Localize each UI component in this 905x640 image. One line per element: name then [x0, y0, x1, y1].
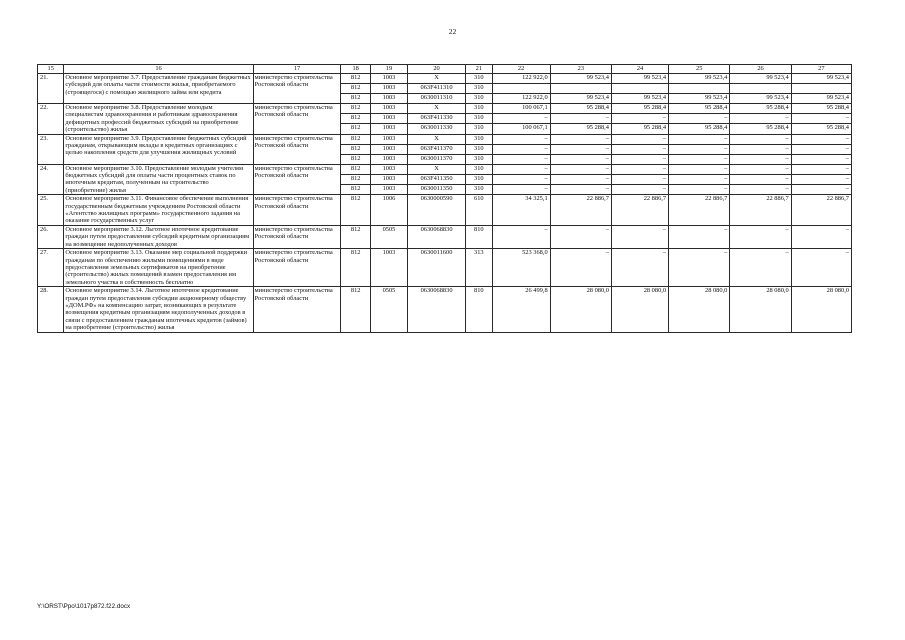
activity-name: Основное мероприятие 3.14. Льготное ипотечное кредитование граждан путем предоставления субсидии акционерному обществу «ДОМ.РФ» на компенсацию затрат, возникающих в результате возмещения кредитным организациям недополученных доходов в связи с предоставлением гражданам ипотечных кредитов (займов) на приобретение (строительство) жилья — [64, 287, 253, 332]
amount-total: 122 922,0 — [492, 74, 550, 84]
expense-type: 310 — [466, 94, 492, 104]
amount-y5: 95 288,4 — [791, 104, 851, 114]
budget-code: 812 — [341, 104, 371, 114]
amount-total — [492, 84, 550, 94]
budget-code: 812 — [341, 225, 371, 248]
amount-y2: – — [611, 114, 668, 124]
amount-total: – — [492, 144, 550, 154]
amount-y1: – — [550, 154, 611, 164]
responsible-executor: министерство строительства Ростовской области — [253, 195, 341, 226]
amount-y1: 22 886,7 — [550, 195, 611, 226]
amount-total: – — [492, 154, 550, 164]
section-code: 1003 — [370, 144, 407, 154]
amount-y2: 22 886,7 — [611, 195, 668, 226]
table-row — [38, 225, 852, 248]
activity-name: Основное мероприятие 3.9. Предоставление бюджетных субсидий гражданам, открывающим вклады в кредитных организациях с целью накопления средств для улучшения жилищных условий — [64, 134, 253, 164]
section-code: 1003 — [370, 134, 407, 144]
amount-y5: – — [791, 154, 851, 164]
amount-y1: 95 288,4 — [550, 124, 611, 134]
amount-y2: – — [611, 164, 668, 174]
amount-y3: – — [669, 164, 730, 174]
column-header: 15 — [38, 65, 64, 74]
amount-y3: 22 886,7 — [669, 195, 730, 226]
amount-y5: – — [791, 134, 851, 144]
section-code: 1003 — [370, 174, 407, 184]
amount-y2: – — [611, 174, 668, 184]
amount-y1: 99 523,4 — [550, 74, 611, 84]
amount-y3: – — [669, 114, 730, 124]
expense-type: 310 — [466, 185, 492, 195]
section-code: 1006 — [370, 195, 407, 226]
amount-y3: 95 288,4 — [669, 124, 730, 134]
expense-type: 313 — [466, 249, 492, 287]
amount-y5: – — [791, 185, 851, 195]
section-code: 0505 — [370, 287, 407, 332]
row-number: 22. — [38, 104, 64, 135]
responsible-executor: министерство строительства Ростовской области — [253, 164, 341, 195]
activity-name: Основное мероприятие 3.10. Предоставление молодым учителям бюджетных субсидий для оплаты части процентных ставок по ипотечным кредитам, полученным на строительство (приобретение) жилья — [64, 164, 253, 195]
table-row — [38, 195, 852, 226]
amount-y4: 95 288,4 — [730, 104, 791, 114]
amount-y2: – — [611, 134, 668, 144]
amount-y3: – — [669, 134, 730, 144]
budget-code: 812 — [341, 84, 371, 94]
column-header: 26 — [730, 65, 791, 74]
target-article: 063F411330 — [407, 114, 465, 124]
section-code: 1003 — [370, 84, 407, 94]
amount-y1 — [550, 84, 611, 94]
budget-code: 812 — [341, 185, 371, 195]
activity-name: Основное мероприятие 3.12. Льготное ипотечное кредитование граждан путем предоставления субсидий кредитным организациям на возмещение недополученных доходов — [64, 225, 253, 248]
table-row — [38, 164, 852, 174]
budget-code: 812 — [341, 174, 371, 184]
target-article: 0630011370 — [407, 154, 465, 164]
target-article: 0630011330 — [407, 124, 465, 134]
column-header: 17 — [253, 65, 341, 74]
budget-code: 812 — [341, 134, 371, 144]
amount-y3: 99 523,4 — [669, 74, 730, 84]
amount-y5: 28 080,0 — [791, 287, 851, 332]
expense-type: 310 — [466, 104, 492, 114]
amount-y4: 22 886,7 — [730, 195, 791, 226]
target-article: Х — [407, 164, 465, 174]
amount-y2: – — [611, 144, 668, 154]
amount-y5: 99 523,4 — [791, 74, 851, 84]
expense-type: 810 — [466, 225, 492, 248]
budget-code: 812 — [341, 74, 371, 84]
responsible-executor: министерство строительства Ростовской области — [253, 287, 341, 332]
row-number: 23. — [38, 134, 64, 164]
target-article: 0630011350 — [407, 185, 465, 195]
amount-y1: 95 288,4 — [550, 104, 611, 114]
amount-y3: – — [669, 174, 730, 184]
amount-y4 — [730, 84, 791, 94]
table-row — [38, 134, 852, 144]
amount-y5: – — [791, 114, 851, 124]
amount-y4: – — [730, 144, 791, 154]
amount-y4: 99 523,4 — [730, 74, 791, 84]
amount-y3: – — [669, 185, 730, 195]
amount-y1: – — [550, 134, 611, 144]
amount-y4: 99 523,4 — [730, 94, 791, 104]
section-code: 1003 — [370, 154, 407, 164]
activity-name: Основное мероприятие 3.8. Предоставление молодым специалистам здравоохранения и работникам здравоохранения дефицитных профессий бюджетных субсидий на приобретение (строительство) жилья — [64, 104, 253, 135]
amount-total: 523 368,0 — [492, 249, 550, 287]
amount-y5 — [791, 84, 851, 94]
budget-code: 812 — [341, 114, 371, 124]
amount-y3: – — [669, 144, 730, 154]
amount-total: – — [492, 114, 550, 124]
row-number: 24. — [38, 164, 64, 195]
activity-name: Основное мероприятие 3.7. Предоставление гражданам бюджетных субсидий для оплаты части стоимости жилья, приобретаемого (строящегося) с помощью жилищного займа или кредита — [64, 74, 253, 104]
target-article: 0630011310 — [407, 94, 465, 104]
amount-y5: 99 523,4 — [791, 94, 851, 104]
amount-total: – — [492, 225, 550, 248]
amount-y3: – — [669, 249, 730, 287]
responsible-executor: министерство строительства Ростовской области — [253, 74, 341, 104]
column-header: 27 — [791, 65, 851, 74]
budget-code: 812 — [341, 195, 371, 226]
column-header: 24 — [611, 65, 668, 74]
section-code: 0505 — [370, 225, 407, 248]
amount-y1: – — [550, 185, 611, 195]
target-article: Х — [407, 74, 465, 84]
section-code: 1003 — [370, 104, 407, 114]
amount-y4: – — [730, 114, 791, 124]
column-header: 18 — [341, 65, 371, 74]
expense-type: 310 — [466, 134, 492, 144]
expense-type: 310 — [466, 144, 492, 154]
section-code: 1003 — [370, 114, 407, 124]
responsible-executor: министерство строительства Ростовской области — [253, 249, 341, 287]
amount-y4: – — [730, 134, 791, 144]
amount-total: – — [492, 185, 550, 195]
amount-y3: 28 080,0 — [669, 287, 730, 332]
amount-y2: – — [611, 225, 668, 248]
amount-y5: – — [791, 174, 851, 184]
target-article: 0630068830 — [407, 225, 465, 248]
responsible-executor: министерство строительства Ростовской области — [253, 134, 341, 164]
amount-y2: 95 288,4 — [611, 124, 668, 134]
amount-y4: – — [730, 164, 791, 174]
target-article: 0630000590 — [407, 195, 465, 226]
expense-type: 310 — [466, 164, 492, 174]
amount-total: 26 499,8 — [492, 287, 550, 332]
amount-y3 — [669, 84, 730, 94]
amount-y4: 28 080,0 — [730, 287, 791, 332]
amount-y5: – — [791, 164, 851, 174]
budget-code: 812 — [341, 249, 371, 287]
section-code: 1003 — [370, 185, 407, 195]
table-row — [38, 287, 852, 332]
responsible-executor: министерство строительства Ростовской области — [253, 104, 341, 135]
target-article: Х — [407, 104, 465, 114]
amount-y2: 99 523,4 — [611, 74, 668, 84]
column-header: 22 — [492, 65, 550, 74]
table-row — [38, 249, 852, 287]
target-article: 063F411370 — [407, 144, 465, 154]
budget-code: 812 — [341, 287, 371, 332]
amount-y2: 28 080,0 — [611, 287, 668, 332]
expense-type: 310 — [466, 174, 492, 184]
target-article: 063F411350 — [407, 174, 465, 184]
file-path-footer: Y:\ORST\Ppo\1017p872.f22.docx — [37, 603, 131, 610]
column-header: 25 — [669, 65, 730, 74]
budget-code: 812 — [341, 124, 371, 134]
section-code: 1003 — [370, 124, 407, 134]
expense-type: 310 — [466, 84, 492, 94]
expense-type: 810 — [466, 287, 492, 332]
amount-y3: 95 288,4 — [669, 104, 730, 114]
responsible-executor: министерство строительства Ростовской области — [253, 225, 341, 248]
amount-y5: – — [791, 144, 851, 154]
amount-y4: – — [730, 225, 791, 248]
row-number: 28. — [38, 287, 64, 332]
target-article: 063F411310 — [407, 84, 465, 94]
budget-code: 812 — [341, 94, 371, 104]
activity-name: Основное мероприятие 3.13. Оказание мер социальной поддержки гражданам по обеспечению жилыми помещениями в виде предоставления земельных сертификатов на приобретение (строительство) жилых помещений взамен предоставления им земельного участка в собственность бесплатно — [64, 249, 253, 287]
amount-y2: – — [611, 185, 668, 195]
amount-y5: – — [791, 249, 851, 287]
amount-y5: 95 288,4 — [791, 124, 851, 134]
budget-code: 812 — [341, 144, 371, 154]
expense-type: 310 — [466, 74, 492, 84]
amount-y5: 22 886,7 — [791, 195, 851, 226]
amount-y2 — [611, 84, 668, 94]
amount-y3: – — [669, 225, 730, 248]
amount-y2: – — [611, 154, 668, 164]
amount-y1: – — [550, 249, 611, 287]
column-header: 23 — [550, 65, 611, 74]
expense-type: 310 — [466, 124, 492, 134]
section-code: 1003 — [370, 74, 407, 84]
row-number: 21. — [38, 74, 64, 104]
table-row — [38, 74, 852, 84]
amount-y4: – — [730, 249, 791, 287]
column-header: 20 — [407, 65, 465, 74]
expense-type: 310 — [466, 114, 492, 124]
amount-y3: – — [669, 154, 730, 164]
amount-y1: 99 523,4 — [550, 94, 611, 104]
amount-y1: – — [550, 164, 611, 174]
amount-y4: 95 288,4 — [730, 124, 791, 134]
section-code: 1003 — [370, 94, 407, 104]
amount-y4: – — [730, 185, 791, 195]
column-number-row — [38, 65, 852, 74]
page-number: 22 — [448, 27, 457, 36]
row-number: 27. — [38, 249, 64, 287]
amount-y1: – — [550, 114, 611, 124]
amount-total: 100 067,1 — [492, 124, 550, 134]
amount-y5: – — [791, 225, 851, 248]
expense-type: 610 — [466, 195, 492, 226]
column-header: 19 — [370, 65, 407, 74]
amount-y3: 99 523,4 — [669, 94, 730, 104]
target-article: 0630011600 — [407, 249, 465, 287]
target-article: Х — [407, 134, 465, 144]
budget-code: 812 — [341, 154, 371, 164]
target-article: 0630068830 — [407, 287, 465, 332]
row-number: 25. — [38, 195, 64, 226]
amount-total: 34 325,1 — [492, 195, 550, 226]
table-row — [38, 104, 852, 114]
amount-y1: 28 080,0 — [550, 287, 611, 332]
section-code: 1003 — [370, 164, 407, 174]
amount-y2: – — [611, 249, 668, 287]
amount-total: 100 067,1 — [492, 104, 550, 114]
amount-y2: 95 288,4 — [611, 104, 668, 114]
column-header: 16 — [64, 65, 253, 74]
activity-name: Основное мероприятие 3.11. Финансовое обеспечение выполнения государственным бюджетным учреждением Ростовской области «Агентство жилищных программ» государственного задания на оказание государственных услуг — [64, 195, 253, 226]
amount-y1: – — [550, 144, 611, 154]
budget-table — [37, 64, 852, 333]
amount-total: – — [492, 164, 550, 174]
amount-y4: – — [730, 154, 791, 164]
expense-type: 310 — [466, 154, 492, 164]
amount-y2: 99 523,4 — [611, 94, 668, 104]
section-code: 1003 — [370, 249, 407, 287]
amount-y1: – — [550, 225, 611, 248]
row-number: 26. — [38, 225, 64, 248]
amount-total: – — [492, 174, 550, 184]
column-header: 21 — [466, 65, 492, 74]
amount-total: – — [492, 134, 550, 144]
amount-total: 122 922,0 — [492, 94, 550, 104]
budget-code: 812 — [341, 164, 371, 174]
amount-y1: – — [550, 174, 611, 184]
amount-y4: – — [730, 174, 791, 184]
